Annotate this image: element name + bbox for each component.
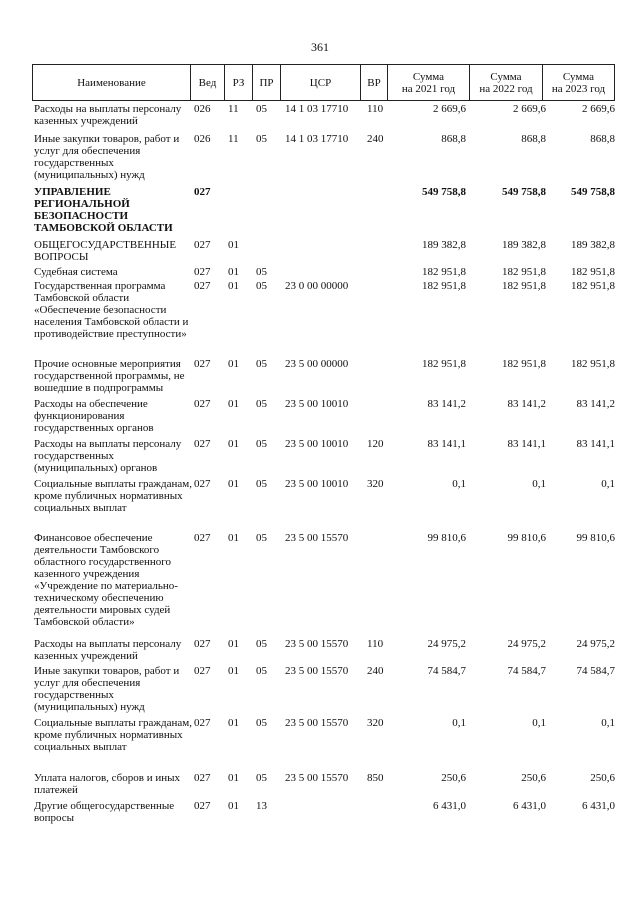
row-vr: 110 xyxy=(367,638,384,650)
row-sum-2021: 182 951,8 xyxy=(422,266,466,278)
row-name: Прочие основные мероприятия государственной программы, не вошедшие в подпрограммы xyxy=(34,358,185,394)
table-row xyxy=(0,239,640,266)
row-sum-2022: 99 810,6 xyxy=(507,532,546,544)
row-sum-2023: 182 951,8 xyxy=(571,358,615,370)
table-row xyxy=(0,186,640,239)
header-sum-2021: Сумма на 2021 год xyxy=(387,65,469,100)
row-pr: 05 xyxy=(256,133,267,145)
row-pr: 05 xyxy=(256,532,267,544)
row-sum-2021: 189 382,8 xyxy=(422,239,466,251)
row-csr: 23 5 00 00000 xyxy=(285,358,349,370)
row-ved: 027 xyxy=(194,772,211,784)
row-sum-2022: 0,1 xyxy=(532,478,546,490)
row-vr: 240 xyxy=(367,665,384,677)
row-sum-2023: 868,8 xyxy=(590,133,615,145)
row-sum-2021: 250,6 xyxy=(441,772,466,784)
row-sum-2022: 182 951,8 xyxy=(502,358,546,370)
row-name: Иные закупки товаров, работ и услуг для обеспечения государственных (муниципальных) нужд xyxy=(34,133,180,181)
row-sum-2021: 868,8 xyxy=(441,133,466,145)
row-sum-2021: 549 758,8 xyxy=(422,186,466,198)
row-name: Другие общегосударственные вопросы xyxy=(34,800,175,824)
row-sum-2023: 74 584,7 xyxy=(576,665,615,677)
table-row xyxy=(0,398,640,438)
row-name: Судебная система xyxy=(34,266,118,278)
row-rz: 01 xyxy=(228,239,239,251)
row-pr: 05 xyxy=(256,638,267,650)
table-row xyxy=(0,717,640,772)
row-sum-2021: 24 975,2 xyxy=(427,638,466,650)
table-row xyxy=(0,133,640,186)
row-sum-2023: 24 975,2 xyxy=(576,638,615,650)
table-row xyxy=(0,280,640,358)
row-name: Иные закупки товаров, работ и услуг для обеспечения государственных (муниципальных) нужд xyxy=(34,665,180,713)
row-sum-2021: 0,1 xyxy=(452,717,466,729)
row-sum-2021: 2 669,6 xyxy=(433,103,466,115)
row-pr: 05 xyxy=(256,665,267,677)
row-ved: 027 xyxy=(194,266,211,278)
row-ved: 027 xyxy=(194,638,211,650)
page-number: 361 xyxy=(311,40,329,54)
row-sum-2022: 868,8 xyxy=(521,133,546,145)
table-row xyxy=(0,478,640,532)
row-csr: 23 5 00 15570 xyxy=(285,772,349,784)
row-ved: 027 xyxy=(194,800,211,812)
row-csr: 23 5 00 15570 xyxy=(285,665,349,677)
row-pr: 05 xyxy=(256,266,267,278)
row-sum-2022: 549 758,8 xyxy=(502,186,546,198)
row-sum-2021: 83 141,1 xyxy=(427,438,466,450)
row-sum-2023: 0,1 xyxy=(601,717,615,729)
row-pr: 05 xyxy=(256,438,267,450)
row-sum-2022: 83 141,2 xyxy=(507,398,546,410)
row-sum-2023: 189 382,8 xyxy=(571,239,615,251)
row-name: Социальные выплаты гражданам, кроме публичных нормативных социальных выплат xyxy=(34,717,192,753)
row-rz: 01 xyxy=(228,438,239,450)
row-rz: 01 xyxy=(228,280,239,292)
row-pr: 05 xyxy=(256,398,267,410)
row-vr: 120 xyxy=(367,438,384,450)
table-row xyxy=(0,103,640,133)
row-rz: 11 xyxy=(228,103,239,115)
row-pr: 05 xyxy=(256,772,267,784)
row-sum-2021: 0,1 xyxy=(452,478,466,490)
row-sum-2022: 74 584,7 xyxy=(507,665,546,677)
row-ved: 026 xyxy=(194,103,211,115)
row-ved: 027 xyxy=(194,665,211,677)
row-pr: 05 xyxy=(256,103,267,115)
row-sum-2023: 2 669,6 xyxy=(582,103,615,115)
table-row xyxy=(0,772,640,800)
table-row xyxy=(0,638,640,665)
row-sum-2022: 0,1 xyxy=(532,717,546,729)
row-sum-2021: 74 584,7 xyxy=(427,665,466,677)
row-name: Расходы на выплаты персоналу казенных учреждений xyxy=(34,638,182,662)
row-ved: 027 xyxy=(194,186,211,198)
row-csr: 14 1 03 17710 xyxy=(285,133,349,145)
table-header xyxy=(32,64,615,101)
row-sum-2023: 182 951,8 xyxy=(571,280,615,292)
row-rz: 01 xyxy=(228,358,239,370)
header-sum-2023: Сумма на 2023 год xyxy=(542,65,614,100)
row-sum-2022: 250,6 xyxy=(521,772,546,784)
header-csr: ЦСР xyxy=(280,65,360,100)
row-rz: 11 xyxy=(228,133,239,145)
row-ved: 027 xyxy=(194,717,211,729)
row-rz: 01 xyxy=(228,665,239,677)
row-rz: 01 xyxy=(228,398,239,410)
row-pr: 05 xyxy=(256,358,267,370)
row-rz: 01 xyxy=(228,478,239,490)
row-csr: 23 5 00 10010 xyxy=(285,478,349,490)
row-rz: 01 xyxy=(228,772,239,784)
table-row xyxy=(0,438,640,478)
table-row xyxy=(0,266,640,280)
row-sum-2022: 83 141,1 xyxy=(507,438,546,450)
row-sum-2022: 6 431,0 xyxy=(513,800,546,812)
row-sum-2023: 0,1 xyxy=(601,478,615,490)
row-name: УПРАВЛЕНИЕ РЕГИОНАЛЬНОЙ БЕЗОПАСНОСТИ ТАМБОВСКОЙ ОБЛАСТИ xyxy=(34,186,173,234)
row-pr: 05 xyxy=(256,717,267,729)
row-sum-2022: 182 951,8 xyxy=(502,266,546,278)
row-sum-2023: 250,6 xyxy=(590,772,615,784)
row-sum-2023: 83 141,1 xyxy=(576,438,615,450)
row-sum-2021: 99 810,6 xyxy=(427,532,466,544)
row-name: Расходы на обеспечение функционирования государственных органов xyxy=(34,398,154,434)
row-csr: 23 5 00 10010 xyxy=(285,438,349,450)
row-csr: 23 5 00 10010 xyxy=(285,398,349,410)
row-name: ОБЩЕГОСУДАРСТВЕННЫЕ ВОПРОСЫ xyxy=(34,239,177,263)
row-csr: 23 5 00 15570 xyxy=(285,717,349,729)
row-sum-2023: 99 810,6 xyxy=(576,532,615,544)
row-csr: 23 0 00 00000 xyxy=(285,280,349,292)
row-csr: 23 5 00 15570 xyxy=(285,532,349,544)
table-body xyxy=(0,103,640,828)
row-sum-2023: 6 431,0 xyxy=(582,800,615,812)
row-name: Финансовое обеспечение деятельности Тамбовского областного государственного казенного учреждения «Учреждение по материально-техническому обеспечению деятельности мировых судей Тамбовской области» xyxy=(34,532,178,628)
row-csr: 23 5 00 15570 xyxy=(285,638,349,650)
row-vr: 850 xyxy=(367,772,384,784)
row-sum-2023: 182 951,8 xyxy=(571,266,615,278)
row-sum-2021: 182 951,8 xyxy=(422,358,466,370)
row-vr: 320 xyxy=(367,717,384,729)
row-ved: 026 xyxy=(194,133,211,145)
row-pr: 05 xyxy=(256,478,267,490)
row-sum-2021: 6 431,0 xyxy=(433,800,466,812)
row-sum-2022: 182 951,8 xyxy=(502,280,546,292)
row-ved: 027 xyxy=(194,478,211,490)
row-name: Расходы на выплаты персоналу казенных учреждений xyxy=(34,103,182,127)
row-ved: 027 xyxy=(194,532,211,544)
row-vr: 240 xyxy=(367,133,384,145)
table-row xyxy=(0,800,640,828)
row-name: Уплата налогов, сборов и иных платежей xyxy=(34,772,181,796)
row-vr: 320 xyxy=(367,478,384,490)
row-name: Государственная программа Тамбовской области «Обеспечение безопасности населения Тамбовской области и противодействие преступности» xyxy=(34,280,189,340)
table-row xyxy=(0,665,640,717)
row-sum-2021: 83 141,2 xyxy=(427,398,466,410)
header-name: Наименование xyxy=(77,76,146,89)
row-ved: 027 xyxy=(194,438,211,450)
header-pr: ПР xyxy=(252,65,280,100)
row-sum-2022: 2 669,6 xyxy=(513,103,546,115)
row-name: Социальные выплаты гражданам, кроме публичных нормативных социальных выплат xyxy=(34,478,192,514)
row-pr: 05 xyxy=(256,280,267,292)
row-ved: 027 xyxy=(194,239,211,251)
row-sum-2021: 182 951,8 xyxy=(422,280,466,292)
row-vr: 110 xyxy=(367,103,384,115)
row-pr: 13 xyxy=(256,800,267,812)
header-sum-2022: Сумма на 2022 год xyxy=(469,65,542,100)
row-name: Расходы на выплаты персоналу государственных (муниципальных) органов xyxy=(34,438,182,474)
row-ved: 027 xyxy=(194,280,211,292)
row-rz: 01 xyxy=(228,266,239,278)
row-rz: 01 xyxy=(228,717,239,729)
row-sum-2023: 83 141,2 xyxy=(576,398,615,410)
row-rz: 01 xyxy=(228,800,239,812)
row-sum-2022: 189 382,8 xyxy=(502,239,546,251)
header-ved: Вед xyxy=(190,65,224,100)
row-ved: 027 xyxy=(194,358,211,370)
row-ved: 027 xyxy=(194,398,211,410)
row-sum-2022: 24 975,2 xyxy=(507,638,546,650)
row-sum-2023: 549 758,8 xyxy=(571,186,615,198)
header-vr: ВР xyxy=(360,65,387,100)
row-rz: 01 xyxy=(228,638,239,650)
table-row xyxy=(0,532,640,638)
table-row xyxy=(0,358,640,398)
row-rz: 01 xyxy=(228,532,239,544)
header-rz: РЗ xyxy=(224,65,252,100)
row-csr: 14 1 03 17710 xyxy=(285,103,349,115)
